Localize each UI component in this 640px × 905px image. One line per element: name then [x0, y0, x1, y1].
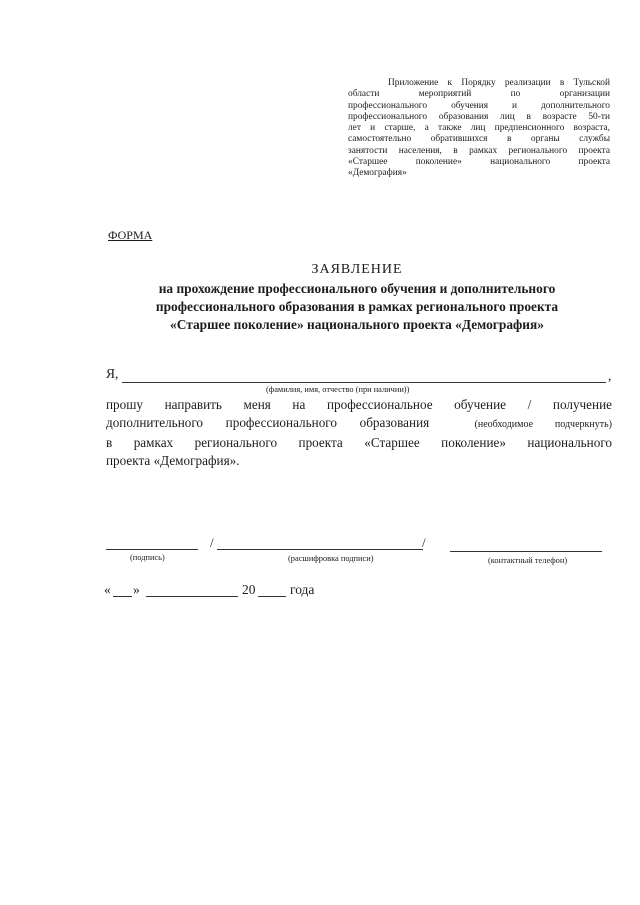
applicant-suffix: , [608, 368, 612, 383]
subtitle-line: профессионального образования в рамках регионального проекта [155, 299, 559, 314]
appendix-line: лет и старше, а также лиц предпенсионного возраста, [348, 123, 610, 134]
request-line [106, 414, 612, 434]
request-line: в рамках регионального проекта «Старшее поколение» национального [106, 435, 612, 450]
request-line: проекта «Демография». [106, 453, 240, 468]
underline-note: (необходимое подчеркнуть) [474, 419, 612, 430]
signature-caption: (подпись) [130, 553, 165, 562]
appendix-line: занятости населения, в рамках регионального проекта [348, 145, 610, 156]
year-field[interactable] [258, 596, 286, 597]
date-close-quote: » [133, 582, 140, 597]
request-line: прошу направить меня на профессиональное обучение / получение [106, 397, 612, 412]
applicant-prefix: Я, [106, 366, 119, 381]
document-title: ЗАЯВЛЕНИЕ [311, 262, 403, 277]
date-open-quote: « [104, 582, 111, 597]
year-suffix: года [290, 582, 315, 597]
month-field[interactable] [146, 596, 238, 597]
appendix-line: самостоятельно обратившихся в органы службы [348, 134, 610, 145]
applicant-name-field[interactable] [122, 382, 606, 383]
document-subtitle [100, 280, 614, 334]
request-line-main: дополнительного профессионального образования [106, 415, 430, 430]
applicant-name-caption: (фамилия, имя, отчество (при наличии)) [266, 385, 410, 394]
phone-field[interactable] [450, 551, 602, 552]
appendix-line: области мероприятий по организации [348, 89, 610, 100]
phone-caption: (контактный телефон) [488, 556, 568, 565]
slash-separator: / [422, 535, 426, 550]
signature-decoding-field[interactable] [217, 549, 423, 550]
appendix-line: Приложение к Порядку реализации в Тульской [388, 78, 610, 88]
subtitle-line: на прохождение профессионального обучения и дополнительного [158, 281, 556, 296]
decoding-caption: (расшифровка подписи) [288, 554, 374, 563]
year-prefix: 20 [242, 582, 256, 597]
appendix-note [348, 78, 610, 180]
subtitle-line: «Старшее поколение» национального проекта «Демография» [170, 317, 544, 332]
day-field[interactable] [113, 596, 132, 597]
appendix-line: «Демография» [348, 168, 407, 179]
appendix-line: «Старшее поколение» национального проекта [348, 157, 610, 168]
form-label: ФОРМА [108, 228, 153, 242]
slash-separator: / [210, 535, 214, 550]
request-text [106, 396, 612, 470]
signature-field[interactable] [106, 549, 198, 550]
appendix-line: профессионального образования лиц в возрасте 50-ти [348, 111, 610, 122]
appendix-line: профессионального обучения и дополнительного [348, 100, 610, 111]
